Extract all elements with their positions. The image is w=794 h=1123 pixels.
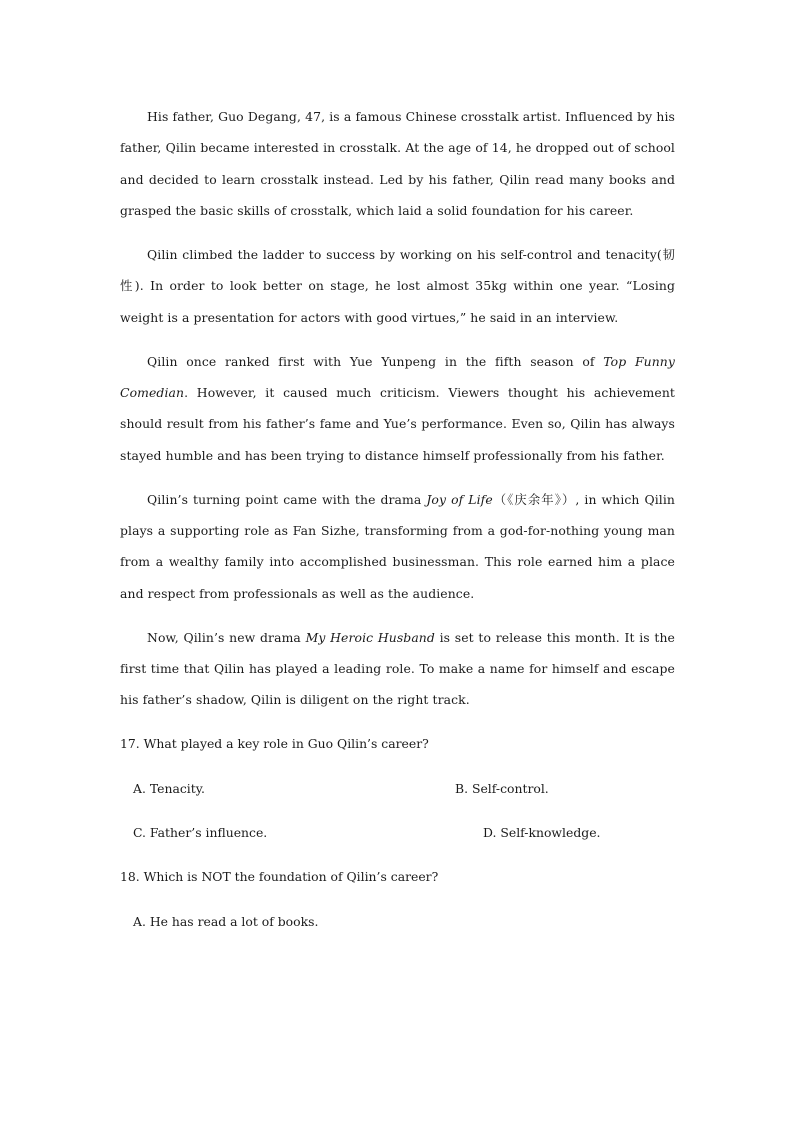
- question-17-options-row-2: [120, 817, 675, 848]
- question-17-options-row-1: [120, 773, 675, 804]
- paragraph-5: [120, 622, 675, 716]
- paragraph-3: [120, 346, 675, 472]
- paragraph-text: （《庆余年》）, in which Qilin plays a supporting role as Fan Sizhe, transforming from a god-for-nothing young man from a wealthy family into accomplished businessman. This role earned him a place and respect from professionals as well as the audience.: [120, 491, 676, 601]
- option-d[interactable]: D. Self-knowledge.: [483, 825, 601, 841]
- paragraph-text: Qilin’s turning point came with the drama: [147, 491, 427, 507]
- reading-passage: [120, 101, 675, 949]
- paragraph-text: Qilin once ranked first with Yue Yunpeng in the fifth season of: [147, 353, 604, 369]
- question-18-stem: 18. Which is NOT the foundation of Qilin’s career?: [120, 869, 439, 885]
- paragraph-text: Now, Qilin’s new drama: [147, 629, 306, 645]
- paragraph-text: is set to release this month. It is the first time that Qilin has played a leading role. To make a name for himself and escape his father’s shadow, Qilin is diligent on the right track.: [120, 629, 675, 708]
- option-a[interactable]: A. Tenacity.: [133, 780, 206, 796]
- paragraph-text: His father, Guo Degang, 47, is a famous Chinese crosstalk artist. Influenced by his father, Qilin became interested in crosstalk. At the age of 14, he dropped out of school and decided to learn crosstalk instead. Led by his father, Qilin read many books and grasped the basic skills of crosstalk, which laid a solid foundation for his career.: [120, 109, 675, 219]
- option-c[interactable]: C. Father’s influence.: [133, 825, 268, 841]
- paragraph-1: [120, 101, 675, 227]
- option-a[interactable]: A. He has read a lot of books.: [133, 913, 319, 929]
- drama-title: Joy of Life: [426, 491, 493, 507]
- paragraph-text: . However, it caused much criticism. Viewers thought his achievement should result from his father’s fame and Yue’s performance. Even so, Qilin has always stayed humble and has been trying to distance himself professionally from his father.: [120, 385, 675, 463]
- drama-title: My Heroic Husband: [305, 629, 435, 645]
- show-title: Top Funny Comedian: [120, 353, 675, 401]
- question-17-stem: 17. What played a key role in Guo Qilin’s career?: [120, 736, 429, 752]
- paragraph-4: [120, 484, 675, 610]
- paragraph-2: [120, 239, 675, 333]
- paragraph-text: Qilin climbed the ladder to success by working on his self-control and tenacity(韧性). In order to look better on stage, he lost almost 35kg within one year. “Losing weight is a presentation for actors with good virtues,” he said in an interview.: [120, 247, 675, 325]
- option-b[interactable]: B. Self-control.: [455, 780, 549, 796]
